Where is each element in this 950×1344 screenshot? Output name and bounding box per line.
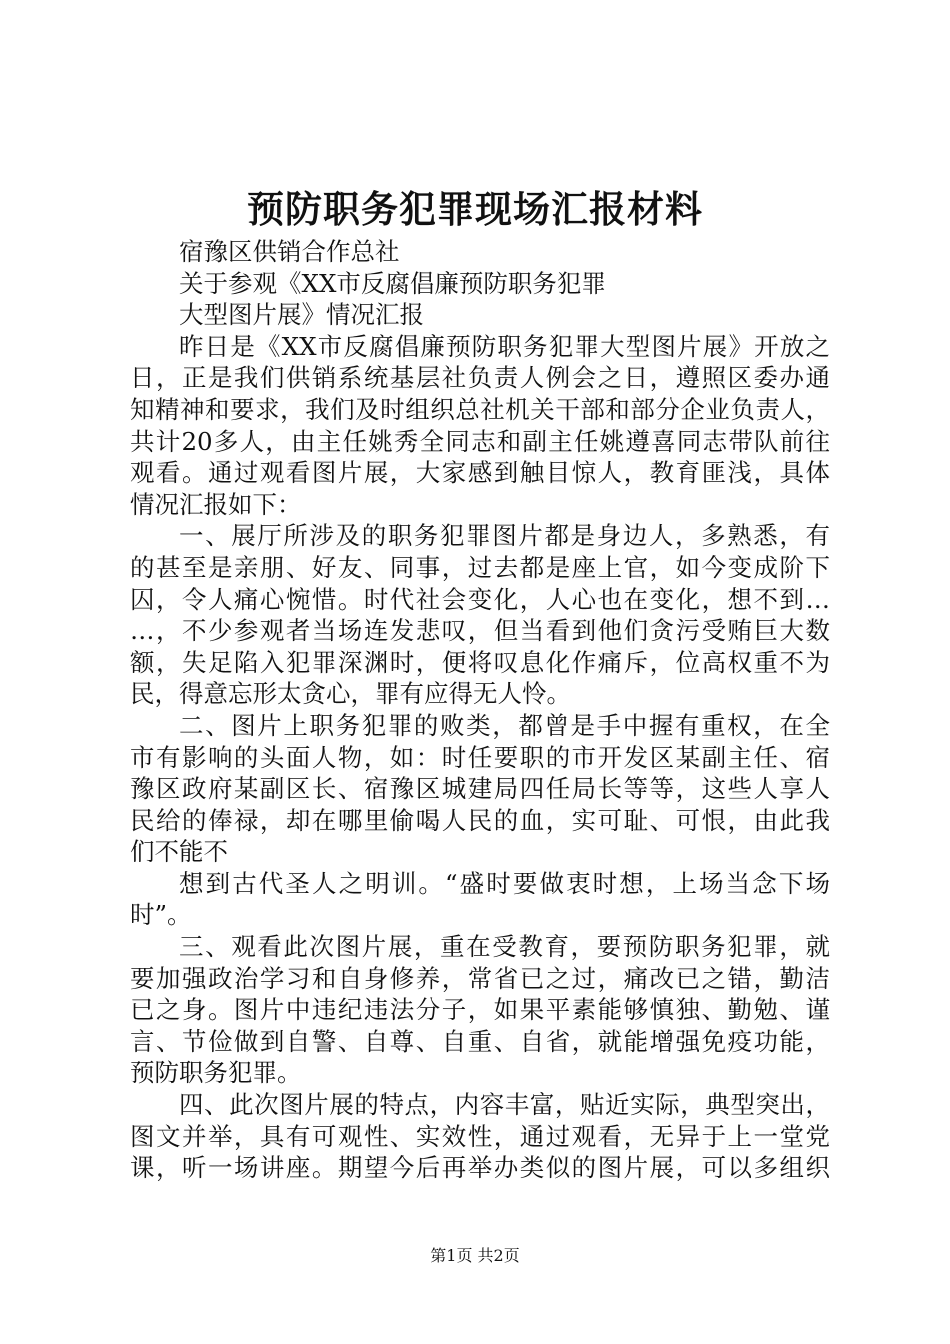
text-line: 囚，令人痛心惋惜。时代社会变化，人心也在变化，想不到… [130,584,830,614]
text-line: 民，得意忘形太贪心，罪有应得无人怜。 [130,679,571,709]
text-line: 大型图片展》情况汇报 [179,300,424,330]
text-line: 言、节俭做到自警、自尊、自重、自省，就能增强免疫功能， [130,1026,830,1056]
text-line: …，不少参观者当场连发悲叹，但当看到他们贪污受贿巨大数 [130,616,830,646]
text-line: 三、观看此次图片展，重在受教育，要预防职务犯罪，就 [179,932,830,962]
text-line: 时”。 [130,900,192,930]
text-line: 日，正是我们供销系统基层社负责人例会之日，遵照区委办通 [130,363,830,393]
text-line: 要加强政治学习和自身修养，常省已之过，痛改已之错，勤洁 [130,963,830,993]
text-line: 市有影响的头面人物，如：时任要职的市开发区某副主任、宿 [130,742,830,772]
text-line: 预防职务犯罪。 [130,1058,302,1088]
text-line: 们不能不 [130,837,228,867]
text-line: 宿豫区供销合作总社 [179,237,400,266]
text-line: 知精神和要求，我们及时组织总社机关干部和部分企业负责人， [130,394,830,424]
page-footer: 第1页 共2页 [430,1246,520,1265]
text-line: 民给的俸禄，却在哪里偷喝人民的血，实可耻、可恨，由此我 [130,805,830,835]
text-line: 一、展厅所涉及的职务犯罪图片都是身边人，多熟悉，有 [179,521,830,551]
text-line: 图文并举，具有可观性、实效性，通过观看，无异于上一堂党 [130,1121,830,1151]
text-line: 四、此次图片展的特点，内容丰富，贴近实际，典型突出， [179,1090,830,1120]
text-line: 额，失足陷入犯罪深渊时，便将叹息化作痛斥，位高权重不为 [130,647,830,677]
text-line: 昨日是《XX市反腐倡廉预防职务犯罪大型图片展》开放之 [179,331,830,361]
text-line: 二、图片上职务犯罪的败类，都曾是手中握有重权，在全 [179,710,830,740]
text-line: 情况汇报如下： [130,489,302,519]
text-line: 的甚至是亲朋、好友、同事，过去都是座上官，如今变成阶下 [130,552,830,582]
text-line: 观看。通过观看图片展，大家感到触目惊人，教育匪浅，具体 [130,458,830,488]
text-line: 豫区政府某副区长、宿豫区城建局四任局长等等，这些人享人 [130,774,830,804]
document-body [130,236,830,1184]
text-line: 已之身。图片中违纪违法分子，如果平素能够慎独、勤勉、谨 [130,995,830,1025]
text-line: 课，听一场讲座。期望今后再举办类似的图片展，可以多组织 [130,1153,830,1183]
text-line: 想到古代圣人之明训。“盛时要做衷时想，上场当念下场 [179,868,830,898]
text-line: 关于参观《XX市反腐倡廉预防职务犯罪 [179,268,606,298]
document-title: 预防职务犯罪现场汇报材料 [247,187,703,231]
text-line: 共计20多人，由主任姚秀全同志和副主任姚遵喜同志带队前往 [130,426,830,456]
